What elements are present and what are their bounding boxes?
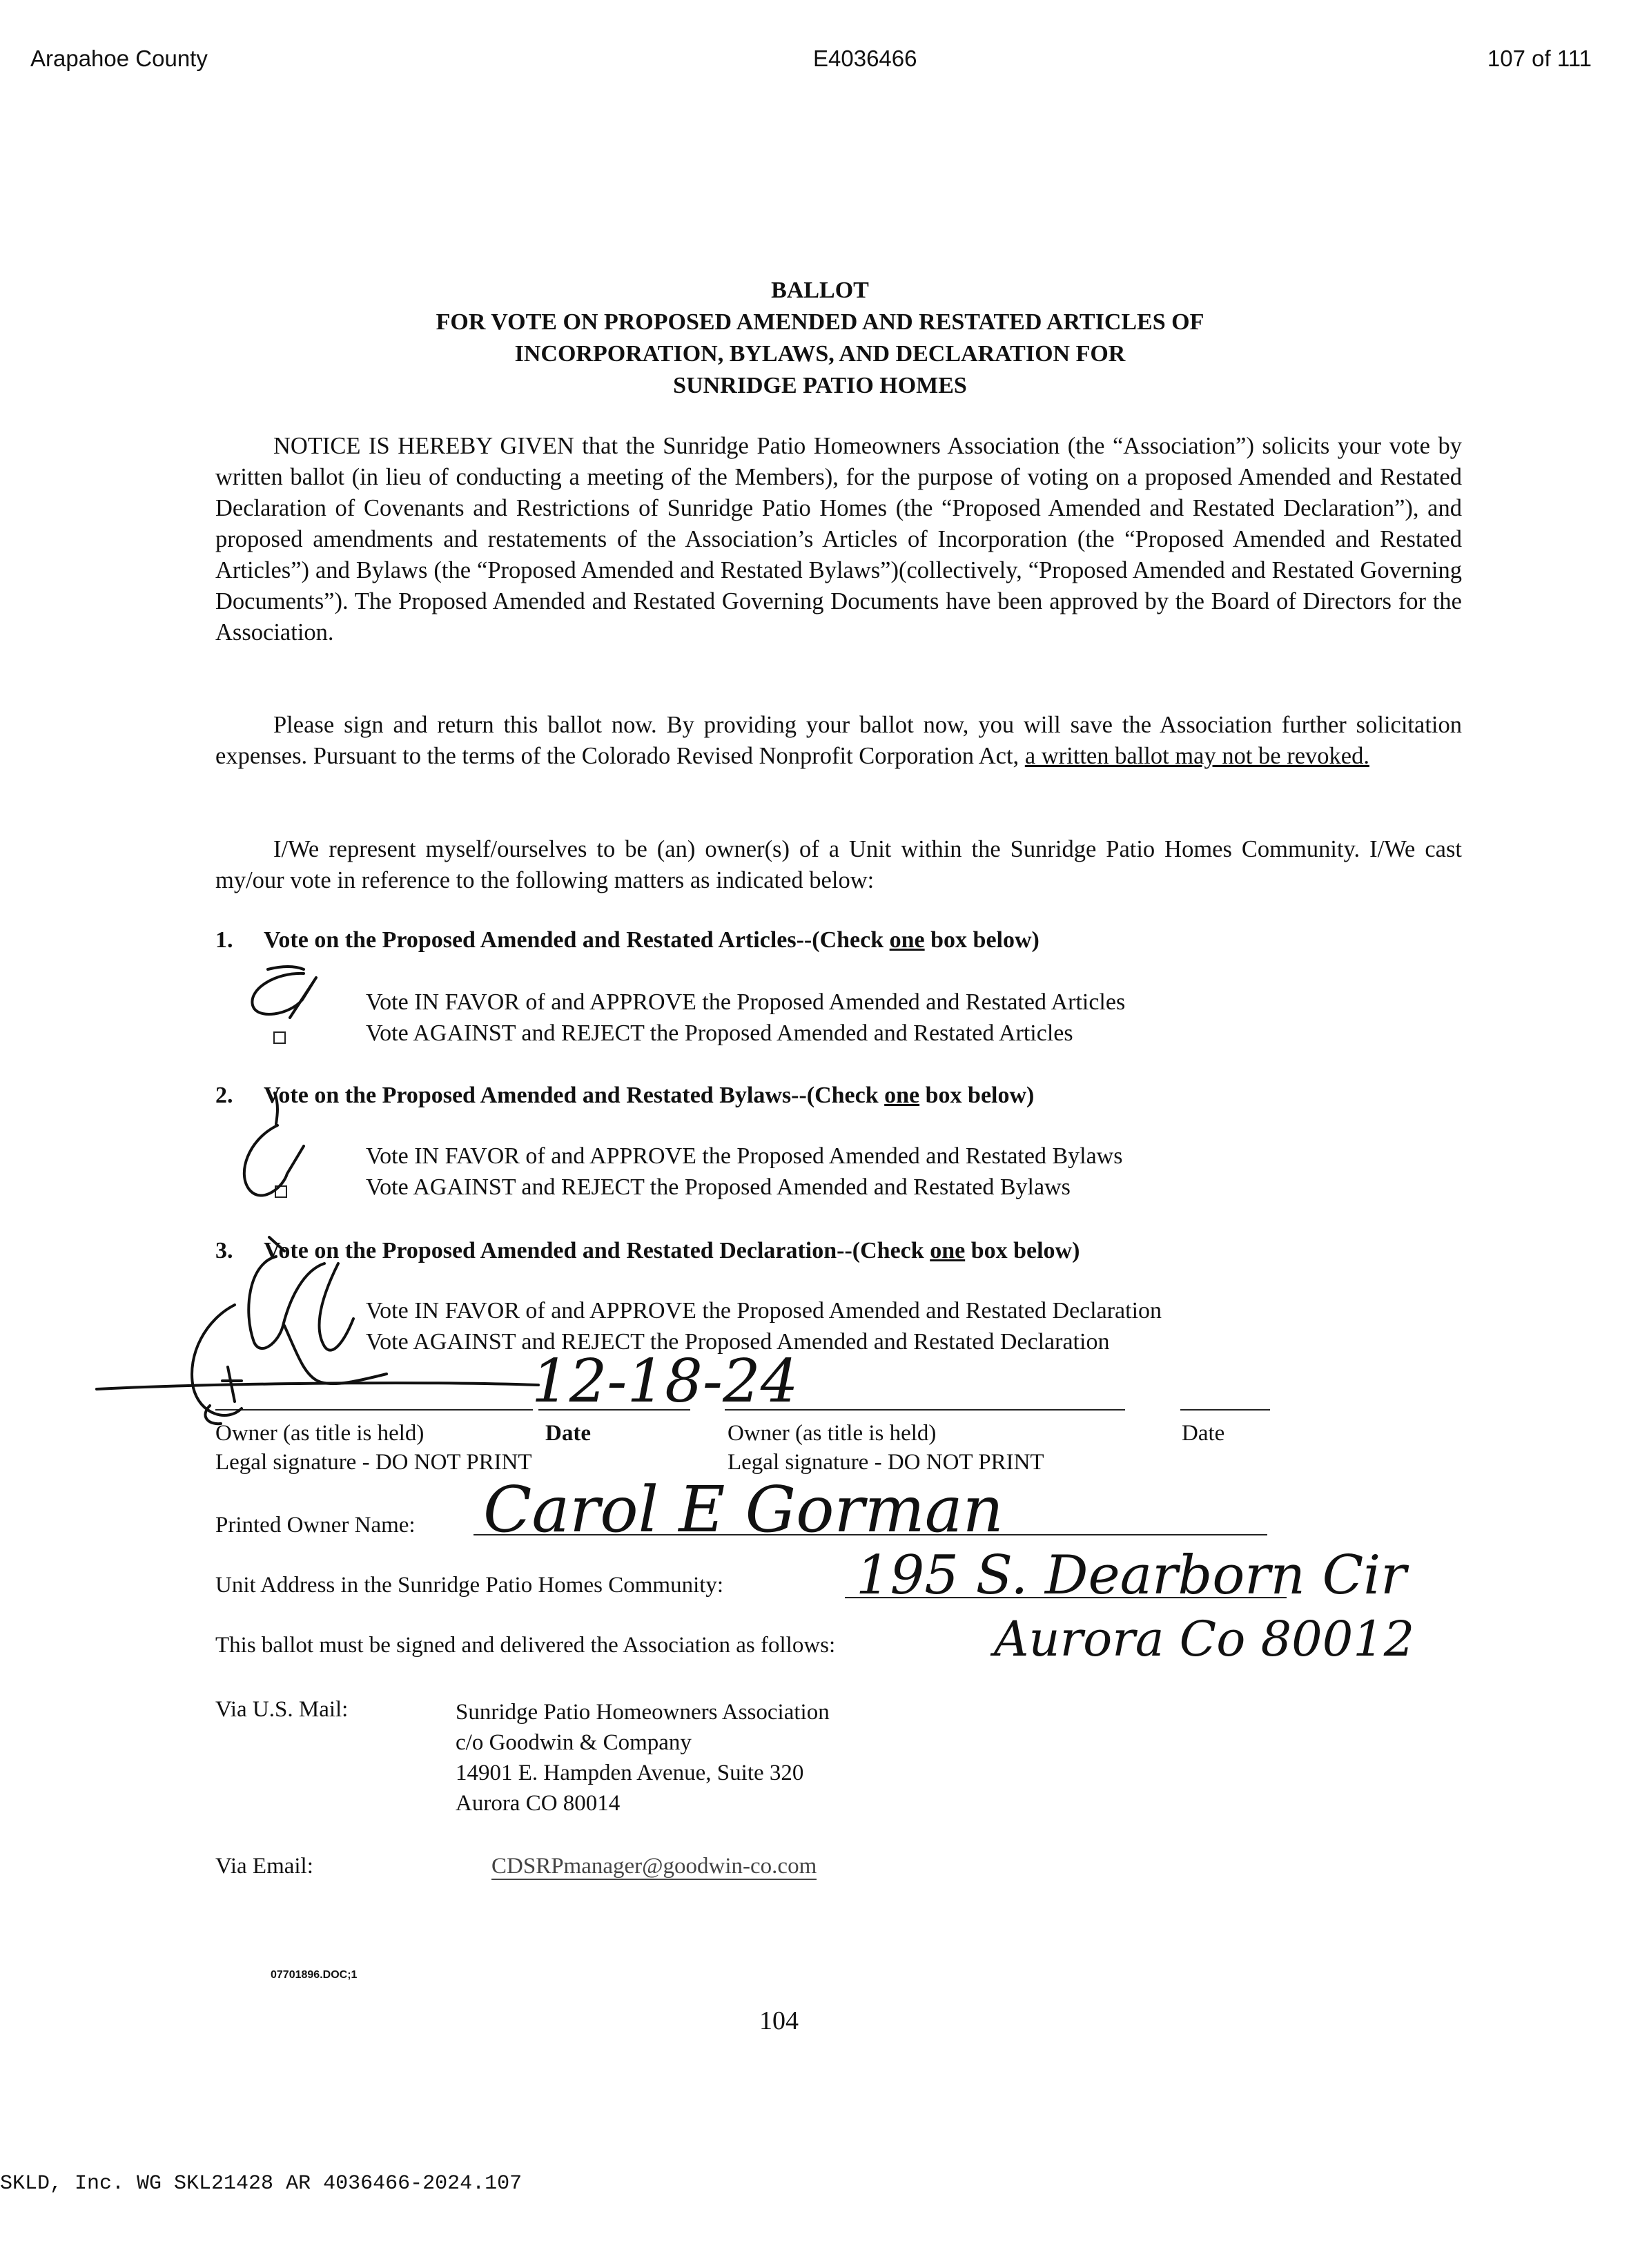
recording-footer: SKLD, Inc. WG SKL21428 AR 4036466-2024.107 <box>0 2172 523 2196</box>
mail-address-line: Sunridge Patio Homeowners Association <box>456 1700 830 1725</box>
section-number: 3. <box>215 1238 233 1263</box>
delivery-instructions: This ballot must be signed and delivered the Association as follows: <box>215 1633 836 1658</box>
handwritten-date: 12-18-24 <box>531 1347 799 1416</box>
articles-favor-check-mark <box>252 967 316 1018</box>
page-count: 107 of 111 <box>1487 46 1592 71</box>
email-label: Via Email: <box>215 1854 313 1879</box>
title-line-3: INCORPORATION, BYLAWS, AND DECLARATION FOR <box>514 341 1126 367</box>
reception-number: E4036466 <box>813 46 917 71</box>
email-address-text: CDSRPmanager@goodwin-co.com <box>491 1854 817 1879</box>
declaration-favor-option: Vote IN FAVOR of and APPROVE the Proposed Amended and Restated Declaration <box>366 1298 1162 1324</box>
articles-favor-option: Vote IN FAVOR of and APPROVE the Proposed Amended and Restated Articles <box>366 989 1126 1015</box>
owner1-legal-note: Legal signature - DO NOT PRINT <box>215 1450 532 1475</box>
bylaws-favor-option: Vote IN FAVOR of and APPROVE the Proposed Amended and Restated Bylaws <box>366 1143 1123 1169</box>
county-name: Arapahoe County <box>30 46 208 71</box>
mail-address-line: Aurora CO 80014 <box>456 1791 621 1816</box>
mail-address-line: c/o Goodwin & Company <box>456 1730 692 1755</box>
page-number: 104 <box>759 2006 799 2035</box>
handwritten-unit-address: 195 S. Dearborn Cir <box>856 1544 1407 1607</box>
owner1-label: Owner (as title is held) <box>215 1421 424 1446</box>
owner2-legal-note: Legal signature - DO NOT PRINT <box>728 1450 1044 1475</box>
owner2-date-label: Date <box>1182 1421 1225 1446</box>
section-2-heading: 2. Vote on the Proposed Amended and Restated Bylaws--(Check one box below) <box>215 1083 1035 1108</box>
title-line-2: FOR VOTE ON PROPOSED AMENDED AND RESTATED ARTICLES OF <box>436 309 1204 335</box>
printed-owner-name: Carol E Gorman <box>483 1473 1004 1547</box>
please-sign-text: Please sign and return this ballot now. By providing your ballot now, you will save the Association further solicitation expenses. Pursuant to the terms of the Colorado Revised Nonprofit Corporation Act, <box>215 712 1462 769</box>
unit-address-label: Unit Address in the Sunridge Patio Homes Community: <box>215 1573 724 1598</box>
declaration-against-option: Vote AGAINST and REJECT the Proposed Amended and Restated Declaration <box>366 1329 1110 1355</box>
section-number: 1. <box>215 927 233 953</box>
articles-against-option: Vote AGAINST and REJECT the Proposed Amended and Restated Articles <box>366 1020 1073 1046</box>
mail-address-line: 14901 E. Hampden Avenue, Suite 320 <box>456 1761 804 1785</box>
section-1-heading: 1. Vote on the Proposed Amended and Restated Articles--(Check one box below) <box>215 927 1039 953</box>
handwritten-city-zip: Aurora Co 80012 <box>994 1611 1415 1667</box>
not-revoked-text: a written ballot may not be revoked. <box>1024 743 1369 769</box>
owner2-label: Owner (as title is held) <box>728 1421 937 1446</box>
document-code: 07701896.DOC;1 <box>271 1969 358 1981</box>
title-line-4: SUNRIDGE PATIO HOMES <box>673 373 967 398</box>
title-line-1: BALLOT <box>771 278 869 303</box>
section-number: 2. <box>215 1083 233 1108</box>
notice-paragraph: NOTICE IS HEREBY GIVEN that the Sunridge Patio Homeowners Association (the “Association”) solicits your vote by written ballot (in lieu of conducting a meeting of the Members), for the purpose of voting on a proposed Amended and Restated Declaration of Covenants and Restrictions of Sunridge Patio Homes (the “Proposed Amended and Restated Declaration”), and proposed amendments and restatements of the Association’s Articles of Incorporation (the “Proposed Amended and Restated Articles”) and Bylaws (the “Proposed Amended and Restated Bylaws”)(collectively, “Proposed Amended and Restated Governing Documents”). The Proposed Amended and Restated Governing Documents have been approved by the Board of Directors for the Association. <box>215 433 1462 646</box>
owner-signature <box>97 1305 538 1424</box>
represent-paragraph: I/We represent myself/ourselves to be (an) owner(s) of a Unit within the Sunridge Patio Homes Community. I/We cast my/our vote in reference to the following matters as indicated below: <box>215 836 1462 893</box>
owner1-date-label: Date <box>545 1421 591 1446</box>
mail-label: Via U.S. Mail: <box>215 1697 349 1722</box>
bylaws-favor-check-mark <box>244 1093 304 1196</box>
bylaws-against-option: Vote AGAINST and REJECT the Proposed Amended and Restated Bylaws <box>366 1174 1071 1200</box>
printed-name-label: Printed Owner Name: <box>215 1513 416 1538</box>
declaration-favor-check-mark <box>248 1237 353 1350</box>
section-3-heading: 3. Vote on the Proposed Amended and Restated Declaration--(Check one box below) <box>215 1238 1080 1263</box>
